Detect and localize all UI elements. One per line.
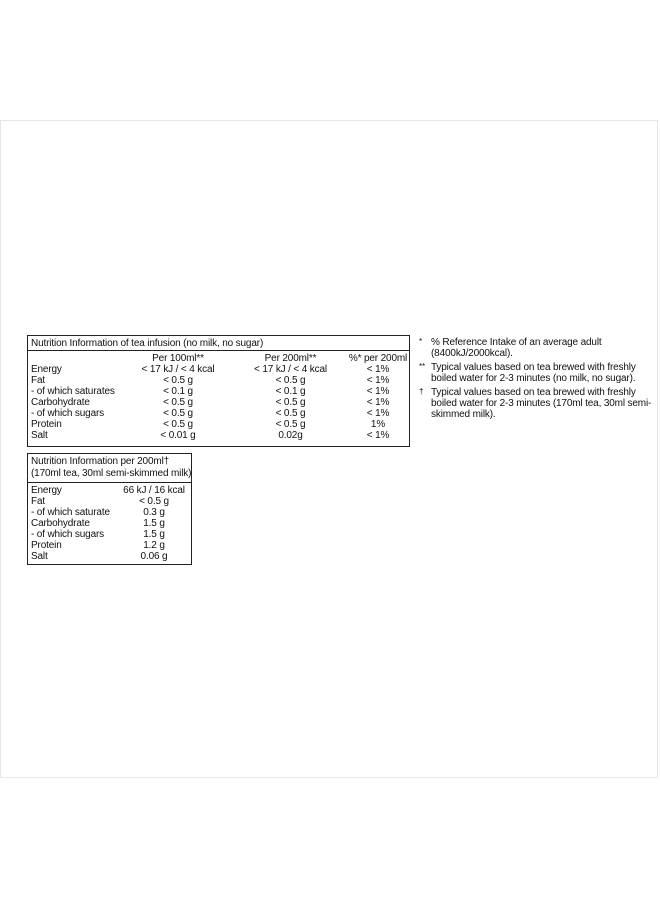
tea-infusion-nutrition-table xyxy=(27,335,410,447)
nutrient-label: Salt xyxy=(31,551,48,562)
nutrient-label: - of which saturates xyxy=(31,386,115,397)
footnote xyxy=(419,387,654,420)
value-per-100ml: < 0.5 g xyxy=(163,419,193,430)
table-row xyxy=(28,364,409,375)
header-nutrient xyxy=(28,353,123,364)
footnote xyxy=(419,337,654,359)
value-reference-intake: < 1% xyxy=(366,375,390,386)
nutrient-label: Fat xyxy=(31,496,45,507)
value-per-200ml: 0.02g xyxy=(278,430,303,441)
value-reference-intake: < 1% xyxy=(366,408,390,419)
value-per-200ml: < 0.5 g xyxy=(275,397,306,408)
nutrient-label: Protein xyxy=(31,540,62,551)
nutrient-label: - of which saturate xyxy=(31,507,110,518)
value-per-200ml: < 0.5 g xyxy=(139,496,169,507)
footnote-text: % Reference Intake of an average adult (8400kJ/2000kcal). xyxy=(431,337,602,359)
value-per-200ml: < 0.5 g xyxy=(275,375,306,386)
footnote-mark: † xyxy=(419,387,424,396)
table-row xyxy=(28,430,409,441)
footnote-text: Typical values based on tea brewed with freshly boiled water for 2-3 minutes (170ml tea, 30ml semi-skimmed milk). xyxy=(431,387,652,420)
value-reference-intake: < 1% xyxy=(366,397,390,408)
table-row xyxy=(28,408,409,419)
table-row xyxy=(28,386,409,397)
table-row xyxy=(28,496,191,507)
value-reference-intake: 1% xyxy=(370,419,386,430)
header-reference-intake: %* per 200ml xyxy=(348,353,408,364)
table-title-line-2: (170ml tea, 30ml semi-skimmed milk) xyxy=(31,468,192,479)
value-per-200ml: < 0.5 g xyxy=(275,408,306,419)
nutrient-label: Energy xyxy=(31,485,62,496)
table-row xyxy=(28,419,409,430)
header-per-200ml: Per 200ml** xyxy=(264,353,317,364)
nutrient-label: Carbohydrate xyxy=(31,518,90,529)
table-row xyxy=(28,551,191,562)
footnote-mark: * xyxy=(419,337,422,346)
table-header-row xyxy=(28,353,409,364)
value-per-100ml: < 0.01 g xyxy=(160,430,196,441)
value-per-100ml: < 0.1 g xyxy=(163,386,193,397)
footnotes xyxy=(419,337,654,423)
table-row xyxy=(28,507,191,518)
nutrient-label: - of which sugars xyxy=(31,529,105,540)
value-reference-intake: < 1% xyxy=(366,386,390,397)
footnote-mark: ** xyxy=(419,362,425,371)
value-reference-intake: < 1% xyxy=(366,364,390,375)
nutrient-label: Protein xyxy=(31,419,62,430)
table-title: Nutrition Information of tea infusion (no milk, no sugar) xyxy=(28,336,409,351)
tea-with-milk-nutrition-table xyxy=(27,453,192,565)
page-frame xyxy=(0,120,658,778)
table-row xyxy=(28,375,409,386)
value-per-100ml: < 0.5 g xyxy=(163,375,193,386)
nutrient-label: Energy xyxy=(31,364,62,375)
table-row xyxy=(28,485,191,496)
value-per-100ml: < 0.5 g xyxy=(163,397,193,408)
value-per-200ml: 1.5 g xyxy=(143,518,165,529)
header-per-100ml: Per 100ml** xyxy=(152,353,204,364)
value-per-200ml: < 0.1 g xyxy=(275,386,306,397)
value-per-100ml: < 17 kJ / < 4 kcal xyxy=(141,364,215,375)
table-row xyxy=(28,397,409,408)
footnote xyxy=(419,362,654,384)
footnote-text: Typical values based on tea brewed with freshly boiled water for 2-3 minutes (no milk, no sugar). xyxy=(431,362,636,384)
nutrient-label: Salt xyxy=(31,430,48,441)
value-per-200ml: 0.3 g xyxy=(143,507,165,518)
value-reference-intake: < 1% xyxy=(366,430,390,441)
value-per-200ml: < 17 kJ / < 4 kcal xyxy=(254,364,327,375)
table-row xyxy=(28,540,191,551)
table-body xyxy=(28,485,191,562)
table-title xyxy=(28,454,191,483)
value-per-100ml: < 0.5 g xyxy=(163,408,193,419)
value-per-200ml: 1.2 g xyxy=(143,540,165,551)
table-title-line-1: Nutrition Information per 200ml† xyxy=(31,456,170,467)
value-per-200ml: < 0.5 g xyxy=(275,419,306,430)
nutrient-label: - of which sugars xyxy=(31,408,105,419)
value-per-200ml: 66 kJ / 16 kcal xyxy=(123,485,185,496)
table-row xyxy=(28,518,191,529)
nutrient-label: Fat xyxy=(31,375,45,386)
value-per-200ml: 0.06 g xyxy=(140,551,168,562)
value-per-200ml: 1.5 g xyxy=(143,529,165,540)
table-row xyxy=(28,529,191,540)
nutrient-label: Carbohydrate xyxy=(31,397,90,408)
